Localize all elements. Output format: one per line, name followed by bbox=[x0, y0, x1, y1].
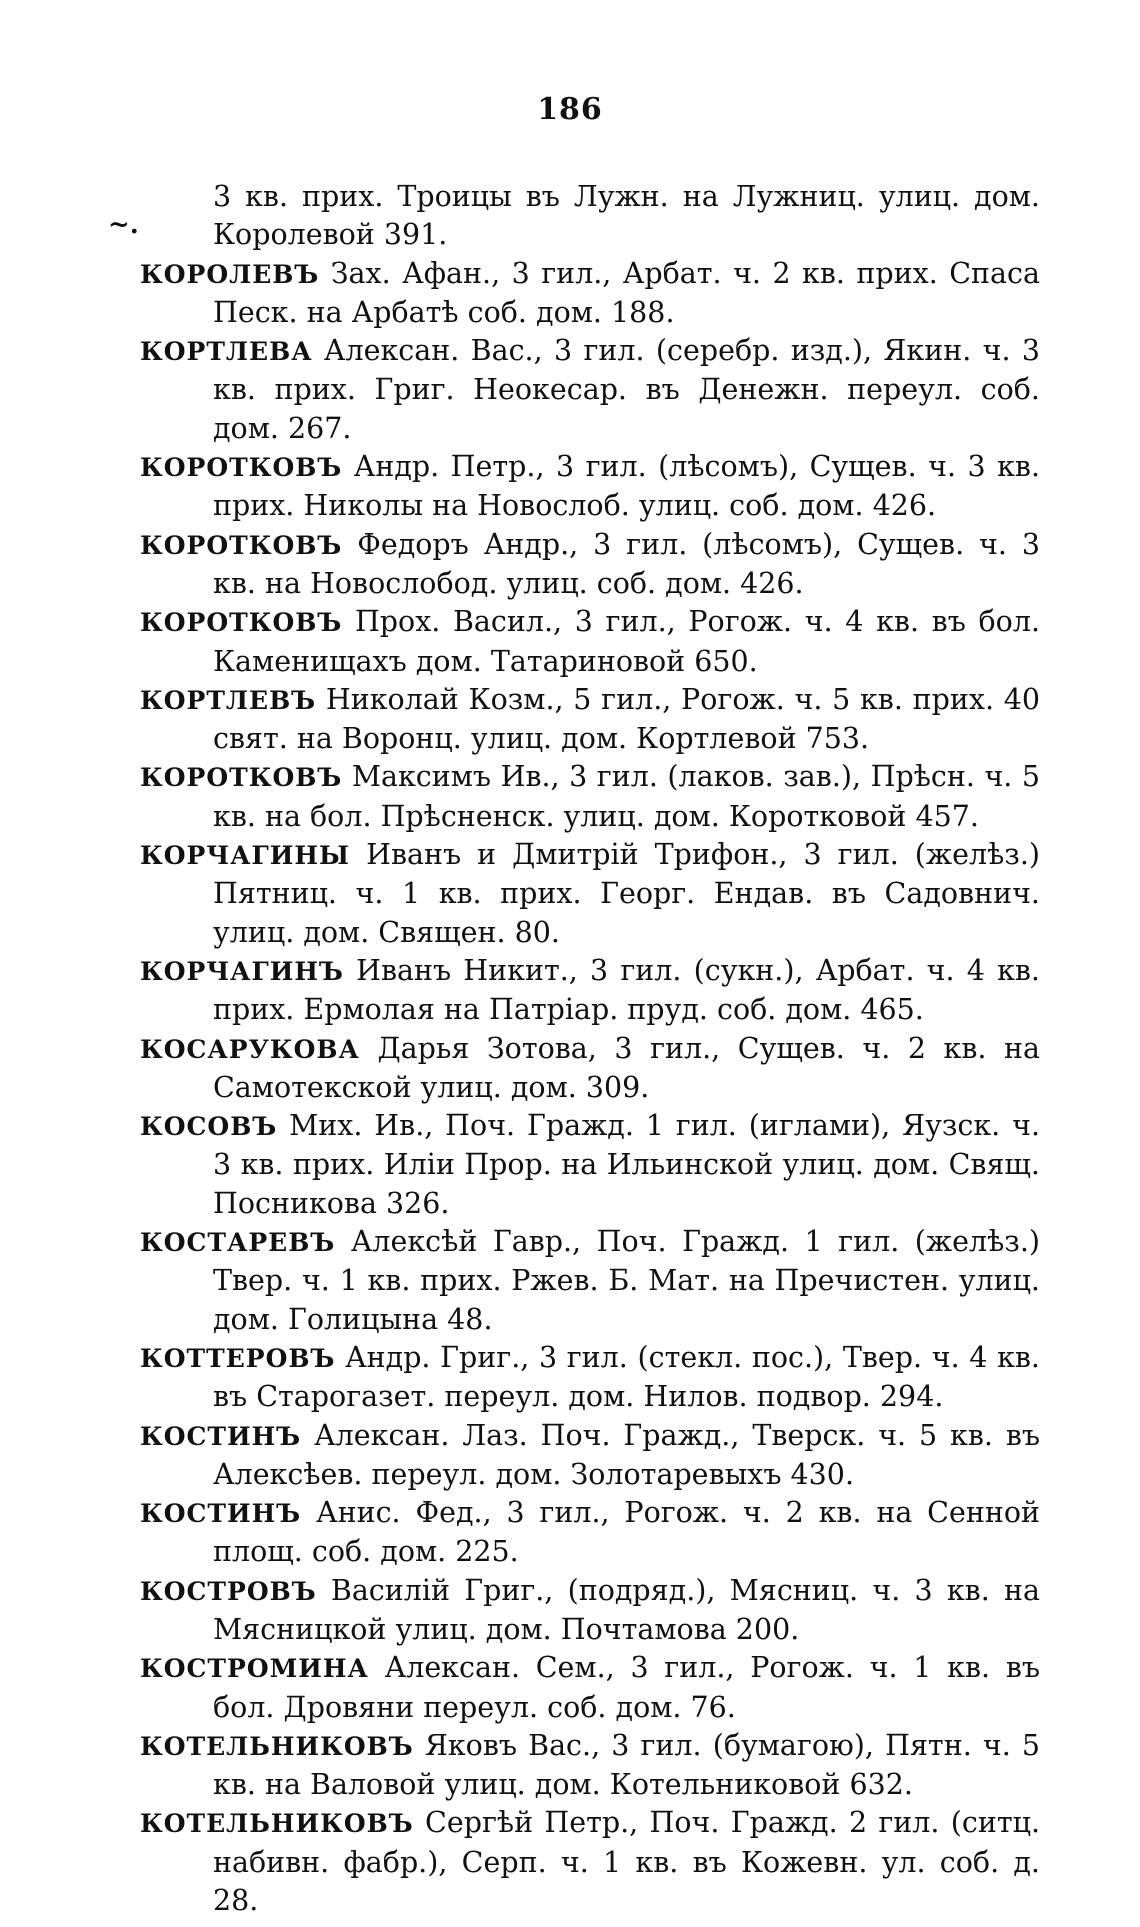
directory-entry bbox=[140, 332, 1040, 448]
directory-entry bbox=[140, 1030, 1040, 1108]
entry-surname: КОТЕЛЬНИКОВЪ bbox=[140, 1731, 414, 1761]
margin-mark: ~. bbox=[108, 210, 139, 240]
entry-surname: КОСТРОВЪ bbox=[140, 1576, 317, 1606]
entry-surname: КОРЧАГИНЪ bbox=[140, 956, 344, 986]
entry-text: Яковъ Вас., 3 гил. (бумагою), Пятн. ч. 5 кв. на Валовой улиц. дом. Котельниковой 632. bbox=[213, 1728, 1041, 1802]
directory-entry bbox=[140, 1572, 1040, 1650]
entry-surname: КОРОЛЕВЪ bbox=[140, 259, 320, 289]
directory-entry bbox=[140, 178, 1040, 255]
entry-surname: КОСТИНЪ bbox=[140, 1421, 302, 1451]
directory-entry bbox=[140, 836, 1040, 952]
entry-text: 3 кв. прих. Троицы въ Лужн. на Лужниц. улиц. дом. Королевой 391. bbox=[213, 180, 1040, 252]
entry-surname: КОСТАРЕВЪ bbox=[140, 1228, 336, 1258]
entry-surname: КОРОТКОВЪ bbox=[140, 763, 343, 793]
entry-surname: КОСТИНЪ bbox=[140, 1499, 302, 1529]
entry-text: Зах. Афан., 3 гил., Арбат. ч. 2 кв. прих. Спаса Песк. на Арбатѣ соб. дом. 188. bbox=[213, 256, 1040, 329]
directory-entry bbox=[140, 952, 1040, 1030]
entry-surname: КОСАРУКОВА bbox=[140, 1034, 360, 1064]
directory-entry bbox=[140, 255, 1040, 333]
entry-surname: КОРТЛЕВА bbox=[140, 337, 313, 367]
entry-text: Прох. Васил., 3 гил., Рогож. ч. 4 кв. въ бол. Каменищахъ дом. Татариновой 650. bbox=[213, 605, 1040, 678]
entry-surname: КОРЧАГИНЫ bbox=[140, 841, 351, 871]
entry-text: Николай Козм., 5 гил., Рогож. ч. 5 кв. прих. 40 свят. на Воронц. улиц. дом. Кортлевой 753. bbox=[213, 682, 1040, 756]
entry-text: Андр. Петр., 3 гил. (лѣсомъ), Сущев. ч. 3 кв. прих. Николы на Новослоб. улиц. соб. дом. 426. bbox=[213, 450, 1041, 523]
directory-entry bbox=[140, 1107, 1040, 1223]
directory-entry bbox=[140, 1649, 1040, 1727]
directory-entry bbox=[140, 448, 1040, 526]
directory-entry bbox=[140, 1727, 1040, 1805]
entry-text: Алексан. Сем., 3 гил., Рогож. ч. 1 кв. въ бол. Дровяни переул. соб. дом. 76. bbox=[213, 1651, 1040, 1724]
entry-text: Анис. Фед., 3 гил., Рогож. ч. 2 кв. на Сенной площ. соб. дом. 225. bbox=[213, 1496, 1040, 1569]
page-number: 186 bbox=[537, 92, 603, 127]
entry-surname: КОТЕЛЬНИКОВЪ bbox=[140, 1809, 414, 1839]
directory-entry bbox=[140, 1223, 1040, 1339]
entry-text: Мих. Ив., Поч. Гражд. 1 гил. (иглами), Яузск. ч. 3 кв. прих. Иліи Прор. на Ильинской улиц. дом. Свящ. Посникова 326. bbox=[213, 1109, 1041, 1220]
entry-surname: КОРОТКОВЪ bbox=[140, 453, 343, 483]
entry-text: Алексан. Лаз. Поч. Гражд., Тверск. ч. 5 кв. въ Алексѣев. переул. дом. Золотаревыхъ 430. bbox=[213, 1418, 1041, 1491]
directory-entry bbox=[140, 1494, 1040, 1572]
entry-surname: КОРОТКОВЪ bbox=[140, 530, 343, 560]
directory-entry bbox=[140, 1417, 1040, 1495]
directory-entry bbox=[140, 1339, 1040, 1417]
directory-entries bbox=[140, 178, 1040, 1920]
entry-text: Алексан. Вас., 3 гил. (серебр. изд.), Якин. ч. 3 кв. прих. Григ. Неокесар. въ Денежн. переул. соб. дом. 267. bbox=[213, 334, 1040, 445]
entry-surname: КОРОТКОВЪ bbox=[140, 608, 343, 638]
entry-text: Сергѣй Петр., Поч. Гражд. 2 гил. (ситц. набивн. фабр.), Серп. ч. 1 кв. въ Кожевн. ул. соб. д. 28. bbox=[213, 1806, 1040, 1918]
entry-surname: КОРТЛЕВЪ bbox=[140, 685, 317, 715]
directory-entry bbox=[140, 526, 1040, 604]
directory-entry bbox=[140, 758, 1040, 836]
entry-text: Максимъ Ив., 3 гил. (лаков. зав.), Прѣсн. ч. 5 кв. на бол. Прѣсненск. улиц. дом. Коротковой 457. bbox=[213, 760, 1041, 833]
entry-surname: КОСОВЪ bbox=[140, 1112, 278, 1142]
entry-text: Андр. Григ., 3 гил. (стекл. пос.), Твер. ч. 4 кв. въ Старогазет. переул. дом. Нилов. подвор. 294. bbox=[213, 1340, 1040, 1414]
entry-text: Дарья Зотова, 3 гил., Сущев. ч. 2 кв. на Самотекской улиц. дом. 309. bbox=[213, 1031, 1041, 1104]
entry-text: Федоръ Андр., 3 гил. (лѣсомъ), Сущев. ч. 3 кв. на Новослобод. улиц. соб. дом. 426. bbox=[213, 527, 1040, 600]
entry-text: Иванъ Никит., 3 гил. (сукн.), Арбат. ч. 4 кв. прих. Ермолая на Патріар. пруд. соб. дом. 465. bbox=[213, 953, 1040, 1027]
directory-entry bbox=[140, 1804, 1040, 1920]
directory-entry bbox=[140, 603, 1040, 681]
entry-text: Василій Григ., (подряд.), Мясниц. ч. 3 кв. на Мясницкой улиц. дом. Почтамова 200. bbox=[213, 1573, 1041, 1646]
directory-entry bbox=[140, 681, 1040, 759]
entry-text: Алексѣй Гавр., Поч. Гражд. 1 гил. (желѣз.) Твер. ч. 1 кв. прих. Ржев. Б. Мат. на Пречистен. улиц. дом. Голицына 48. bbox=[213, 1225, 1041, 1336]
entry-surname: КОТТЕРОВЪ bbox=[140, 1343, 336, 1373]
entry-text: Иванъ и Дмитрій Трифон., 3 гил. (желѣз.) Пятниц. ч. 1 кв. прих. Георг. Ендав. въ Садовнич. улиц. дом. Священ. 80. bbox=[213, 838, 1040, 949]
entry-surname: КОСТРОМИНА bbox=[140, 1654, 369, 1684]
